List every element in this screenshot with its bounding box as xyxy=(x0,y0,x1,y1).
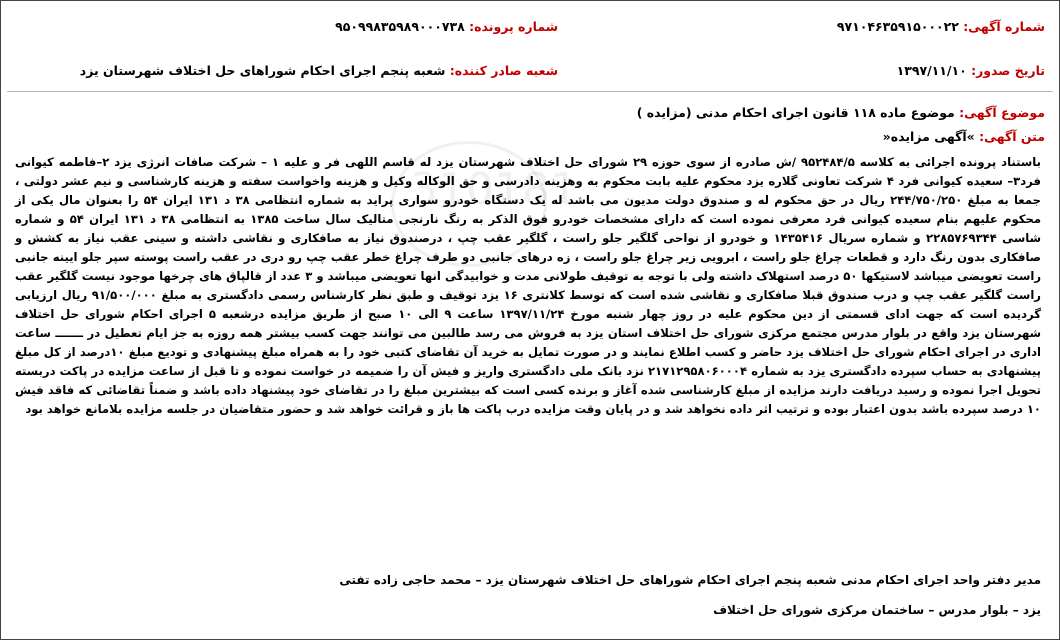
ad-number-value: ۹۷۱۰۴۶۳۵۹۱۵۰۰۰۲۲ xyxy=(836,19,959,34)
file-number-value: ۹۵۰۹۹۸۳۵۹۸۹۰۰۰۷۳۸ xyxy=(335,19,465,34)
address-line: یزد – بلوار مدرس – ساختمان مرکزی شورای حل اختلاف xyxy=(713,603,1041,617)
watermark-number: 310181 xyxy=(410,164,578,215)
text-title-row xyxy=(883,129,1045,144)
subject-row xyxy=(637,105,1045,120)
ad-number-label: شماره آگهی: xyxy=(963,19,1045,34)
subject-value: موضوع ماده ۱۱۸ قانون اجرای احکام مدنی (مزایده ) xyxy=(636,105,955,120)
document-header xyxy=(7,7,1053,87)
text-title-value: »آگهی مزایده« xyxy=(882,129,975,144)
issue-date-label: تاریخ صدور: xyxy=(971,63,1045,78)
issuer-label: شعبه صادر کننده: xyxy=(449,63,558,78)
issue-date-row xyxy=(897,63,1045,78)
file-number-row xyxy=(335,19,558,34)
header-divider xyxy=(7,91,1053,92)
issuer-value: شعبه پنجم اجرای احکام شوراهای حل اختلاف شهرستان یزد xyxy=(79,63,446,78)
ad-number-row xyxy=(837,19,1045,34)
issuer-row xyxy=(80,63,558,78)
text-title-label: متن آگهی: xyxy=(979,129,1045,144)
issue-date-value: ۱۳۹۷/۱۱/۱۰ xyxy=(896,63,967,78)
signature-line: مدیر دفتر واحد اجرای احکام مدنی شعبه پنجم اجرای احکام شوراهای حل اختلاف شهرستان یزد – محمد حاجی زاده تفتی xyxy=(339,573,1041,587)
subject-label: موضوع آگهی: xyxy=(959,105,1045,120)
file-number-label: شماره پرونده: xyxy=(469,19,558,34)
ad-body-text: باستناد پرونده اجرائی به کلاسه ۹۵۲۴۸۴/۵ /ش صادره از سوی حوزه ۲۹ شورای حل اختلاف شهرستان یزد له قاسم اللهی فر و علیه ۱ – شرکت صافات انرژی یزد ۲–فاطمه کیوانی فرد۳– سعیده کیوانی فرد ۴ شرکت تعاونی گلاره یزد محکوم علیه بابت محکوم به وهزینه دادرسی و حق الوکاله وکیل و هزینه واخواست سفته و هزینه کارشناسی و نیم عشر دولتی ، جمعا به مبلغ ۲۴۴/۷۵۰/۲۵۰ ریال در حق محکوم له و صندوق دولت مدیون می باشد له یک دستگاه خودرو سواری پراید به شماره انتظامی ۳۸ د ۱۳۱ ایران ۵۴ را بعنوان مال یکی از محکوم علیهم بنام سعیده کیوانی فرد معرفی نموده است که دارای مشخصات خودرو فوق الذکر به رنگ نارنجی متالیک سال ساخت ۱۳۸۵ به انتظامی ۳۸ د ۱۳۱ ایران ۵۴ و شماره شاسی ۲۲۸۵۷۶۹۳۴۴ و شماره سریال ۱۴۳۵۴۱۶ و خودرو از نواحی گلگیر جلو راست ، گلگیر عقب چپ ، درصندوق نیاز به صافکاری و نقاشی داشته و سینی عقب نیاز به کشش و صافکاری بدون رنگ دارد و قطعات چراغ جلو راست ، ابرویی زیر چراغ جلو راست ، زه درهای جانبی دو طرف چراغ خطر عقب چپ رو دری در عقب راست پوسته سپر جلو ایینه جانبی راست تعویضی میباشد لاستیکها ۵۰ درصد استهلاک داشته ولی با توجه به توقیف طولانی مدت و خوابیدگی انها تعویضی میباشد و ۳ عدد از قالپاق های چرخها موجود نیست گلگیر عقب راست گلگیر عقب چپ و درب صندوق قبلا صافکاری و نقاشی شده است که توسط کلانتری ۱۶ یزد توقیف و طبق نظر کارشناس رسمی دادگستری به مبلغ ۹۱/۵۰۰/۰۰۰ ریال ارزیابی گردیده است که جهت ادای قسمتی از دین محکوم علیه در روز چهار شنبه مورخ ۱۳۹۷/۱۱/۲۴ ساعت ۹ الی ۱۰ صبح از طریق مزایده درشعبه ۵ اجرای احکام شورای حل اختلاف شهرستان یزد واقع در بلوار مدرس مجتمع مرکزی شورای حل اختلاف استان یزد به فروش می رسد طالبین می توانند جهت کسب بیشتر همه روزه به جز ایام تعطیل در ـــــــ ساعت اداری در اجرای احکام شورای حل اختلاف یزد حاضر و کسب اطلاع نمایند و در صورت تمایل به خرید آن تقاضای کتبی خود را به همراه مبلغ پیشنهادی و تودیع مبلغ ۱۰درصد از کل مبلغ پیشنهادی به حساب سپرده دادگستری یزد به شماره ۲۱۷۱۲۹۵۸۰۶۰۰۰۴ نزد بانک ملی دادگستری واریز و فیش آن را ضمیمه در خواست نموده و تا قبل از ساعت مزایده در پاکت دربسته تحویل اجرا نموده و رسید دریافت دارند مزایده از مبلغ کارشناسی شده آغاز و برنده کسی است که بیشترین مبلغ را در تقاضای خود پیشنهاد داده باشد و ضمناً تقاضائی که فاقد فیش ۱۰ درصد سپرده باشد بدون اعتبار بوده و ترتیب اثر داده نخواهد شد و در پایان وقت مزایده درب پاکت ها باز و قرائت خواهد شد و حضور متقاضیان در جلسه مزایده بلامانع خواهد بود xyxy=(15,155,1042,416)
